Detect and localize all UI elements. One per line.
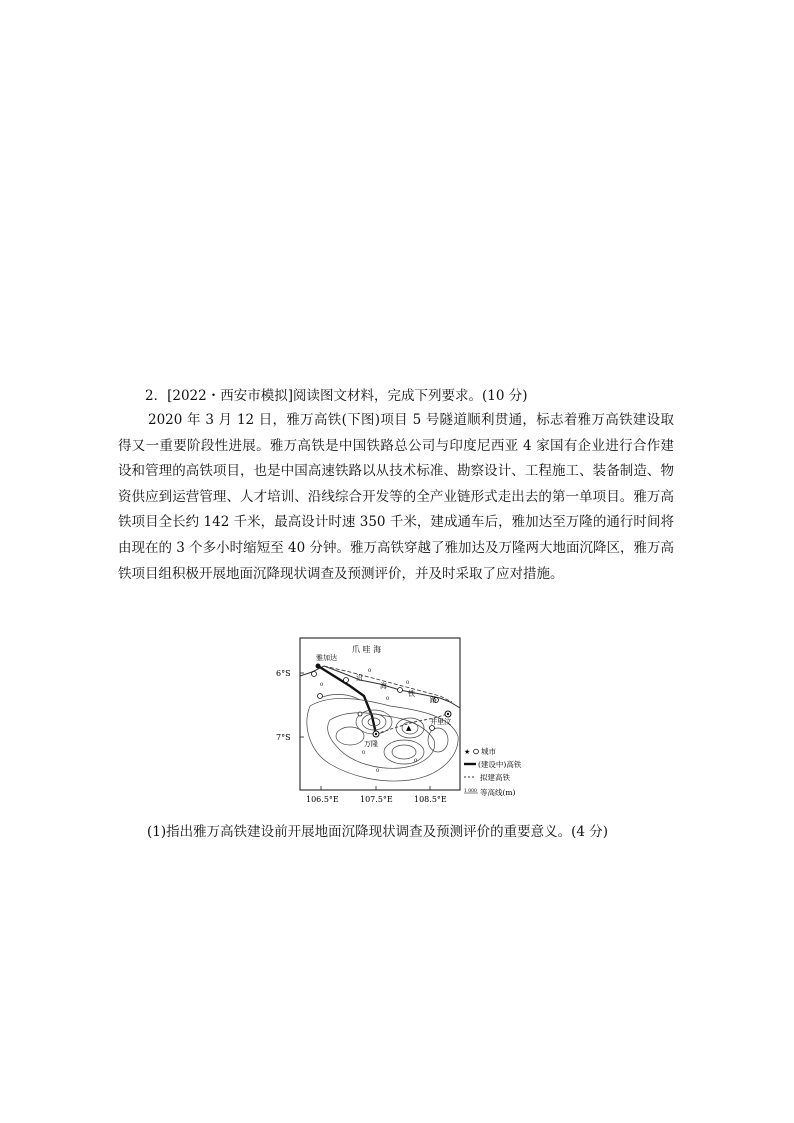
legend-hsr-building-label: (建设中)高铁 — [478, 760, 522, 769]
contour-label: 0 — [386, 696, 390, 702]
legend-contour-label: 等高线(m) — [480, 788, 516, 797]
sea-label: 爪 哇 海 — [352, 645, 382, 654]
city-jakarta-label: 雅加达 — [316, 654, 337, 662]
city-bandung-label: 万隆 — [364, 740, 378, 748]
legend-hsr-planned-label: 拟建高铁 — [480, 773, 510, 782]
town-marker — [430, 726, 435, 731]
town-marker — [312, 672, 317, 677]
legend-city-icon — [474, 749, 479, 754]
legend-city-label: 城市 — [481, 747, 496, 756]
railway-label-2: 海 — [380, 682, 387, 690]
contour-label: 0 — [406, 680, 410, 686]
lon-label-106-5: 106.5°E — [306, 795, 339, 804]
city-marker — [447, 713, 449, 715]
railway-map — [276, 636, 550, 806]
legend-star-icon: ★ — [464, 748, 471, 756]
city-marker — [316, 664, 321, 669]
town-marker — [358, 712, 362, 716]
map-legend — [464, 746, 522, 797]
city-cirebon — [430, 711, 451, 726]
town-marker — [398, 688, 403, 693]
lat-label-6s: 6°S — [276, 669, 291, 678]
question-paragraph: 2020 年 3 月 12 日，雅万高铁(下图)项目 5 号隧道顺利贯通，标志着雅万高铁建设取得又一重要阶段性进展。雅万高铁是中国铁路总公司与印度尼西亚 4 家国有企业进行合作建设和管理的高铁项目，也是中国高速铁路以从技术标准、勘察设计、工程施工、装备制造、物资供应到运营管理、人才培训、沿线综合开发等的全产业链形式走出去的第一单项目。雅万高铁项目全长约 142 千米，最高设计时速 350 千米，建成通车后，雅加达至万隆的通行时间将由现在的 3 个多小时缩短至 40 分钟。雅万高铁穿越了雅加达及万隆两大地面沉降区，雅万高铁项目组积极开展地面沉降现状调查及预测评价，并及时采取了应对措施。 — [118, 412, 674, 582]
town-marker — [318, 694, 323, 699]
legend-contour-sample: 1 000 — [464, 789, 477, 794]
city-marker — [375, 733, 377, 735]
railway-label-1: 沿 — [356, 674, 363, 682]
railway-label-4: 路 — [430, 696, 437, 704]
contour-label: 0 — [414, 758, 418, 764]
contour-label: 0 — [376, 768, 380, 774]
lon-label-108-5: 108.5°E — [414, 795, 447, 804]
lon-label-107-5: 107.5°E — [360, 795, 393, 804]
question-heading: 2．[2022・西安市模拟]阅读图文材料，完成下列要求。(10 分) — [145, 388, 528, 404]
railway-label-3: 铁 — [408, 690, 415, 698]
city-cirebon-label: 井里汶 — [430, 718, 451, 726]
town-marker — [344, 678, 349, 683]
contour-label: 0 — [368, 668, 372, 674]
contour-label: 0 — [362, 750, 366, 756]
contour-lines — [307, 694, 458, 781]
sub-question-1: (1)指出雅万高铁建设前开展地面沉降现状调查及预测评价的重要意义。(4 分) — [147, 824, 609, 840]
peak-marker: ▲ — [406, 724, 412, 732]
contour-label: 0 — [320, 682, 324, 688]
lat-label-7s: 7°S — [276, 733, 291, 742]
